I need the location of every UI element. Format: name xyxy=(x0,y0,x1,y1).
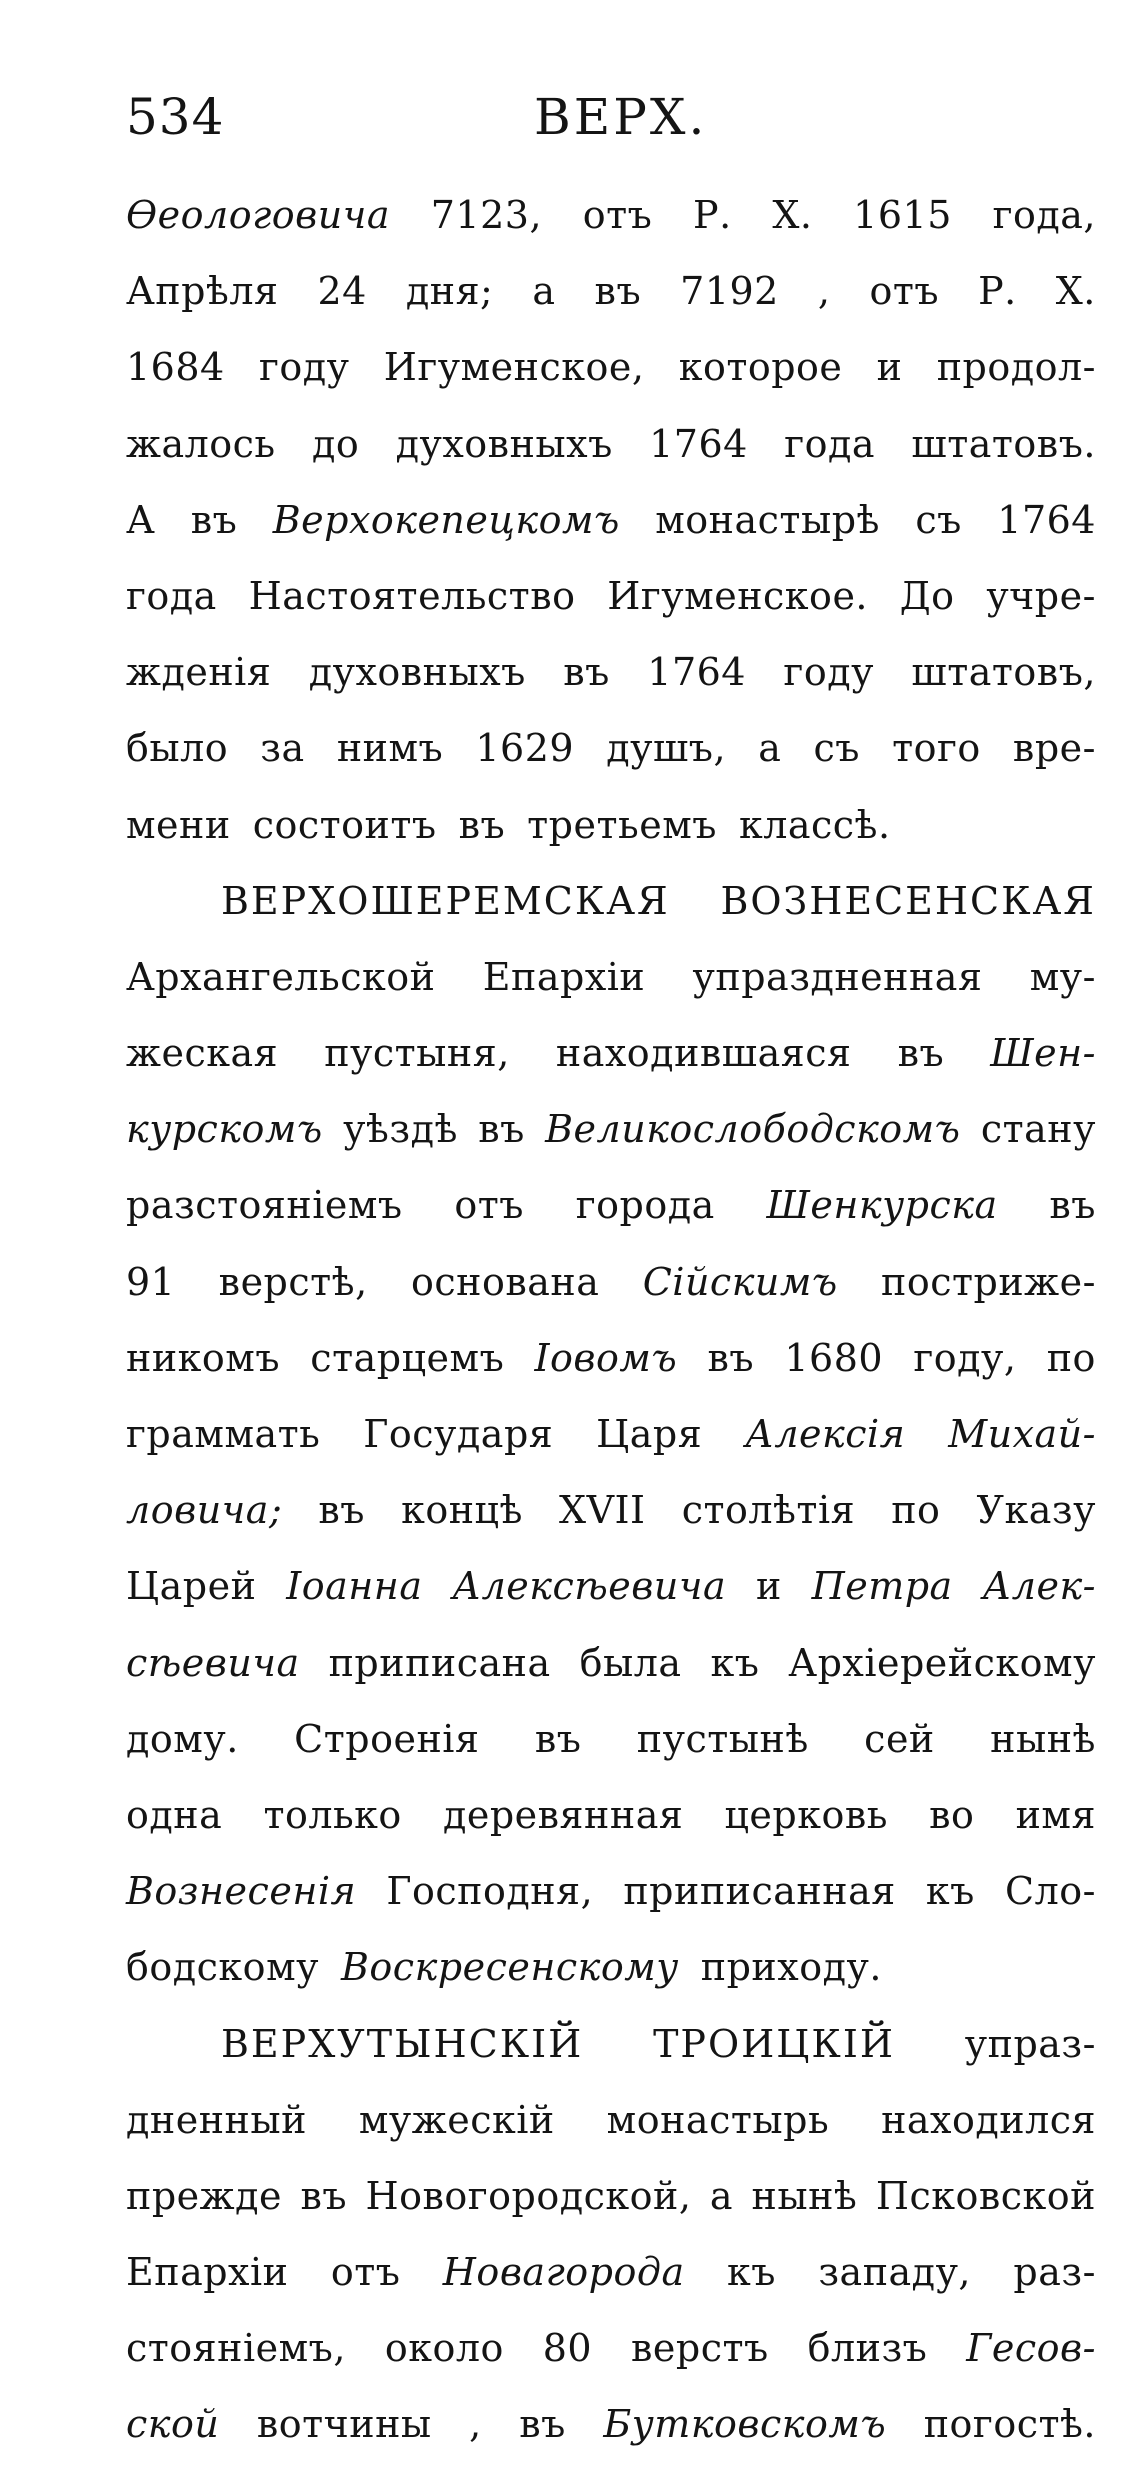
word: по xyxy=(1046,1335,1096,1380)
word: Царя xyxy=(596,1412,703,1456)
word: года xyxy=(784,421,876,466)
word: 1629 xyxy=(475,726,575,771)
word: Верхокепецкомъ xyxy=(272,497,620,542)
word: 1684 xyxy=(126,345,225,390)
word: Х. xyxy=(772,193,813,237)
word: въ xyxy=(563,650,610,695)
text-line xyxy=(126,1336,1096,1412)
text-line xyxy=(126,1793,1096,1869)
word: ской xyxy=(126,2402,220,2447)
text-line xyxy=(126,1945,1096,2021)
word: Великослободскомъ xyxy=(545,1107,961,1152)
text-line xyxy=(126,1717,1096,1793)
word: съ xyxy=(813,726,860,771)
word: никомъ xyxy=(126,1335,281,1380)
word: Игуменское, xyxy=(383,345,645,390)
text-line xyxy=(126,1641,1096,1717)
word: Р. xyxy=(978,269,1017,314)
text-line xyxy=(126,1031,1096,1107)
text-line xyxy=(126,1260,1096,1336)
word: Господня, xyxy=(386,1869,594,1914)
word: курскомъ xyxy=(126,1107,323,1152)
word: была xyxy=(579,1640,682,1685)
word: основана xyxy=(411,1259,600,1304)
text-line xyxy=(126,269,1096,345)
word: отъ xyxy=(330,2250,401,2295)
word: ловича; xyxy=(126,1488,283,1533)
word: Іовомъ xyxy=(534,1335,678,1380)
word: Р. xyxy=(693,193,732,237)
word: Шен- xyxy=(990,1031,1096,1076)
word: съ xyxy=(915,497,962,542)
word: разстояніемъ xyxy=(126,1183,403,1228)
word: 24 xyxy=(317,269,367,314)
word: вре- xyxy=(1012,726,1096,771)
word: стояніемъ, xyxy=(126,2326,346,2371)
word: за xyxy=(260,726,305,771)
word: году xyxy=(783,650,874,695)
word: постриже- xyxy=(881,1259,1096,1304)
word: и xyxy=(755,1564,782,1609)
word: въ xyxy=(190,497,238,542)
word: состоитъ xyxy=(252,802,437,847)
word: Строенія xyxy=(294,1716,480,1761)
running-title: ВЕРХ. xyxy=(534,88,708,146)
word: 7123, xyxy=(430,193,543,237)
word: ВЕРХУТЫНСКІЙ xyxy=(221,2021,584,2066)
word: во xyxy=(929,1792,975,1837)
word: упраз- xyxy=(964,2021,1096,2066)
word: Ѳеологовича xyxy=(126,193,391,237)
word: церковь xyxy=(724,1792,888,1837)
word: продол- xyxy=(936,345,1096,390)
word: 1680 xyxy=(784,1335,884,1380)
word: года xyxy=(126,573,217,618)
text-line xyxy=(126,1183,1096,1259)
word: находившаяся xyxy=(555,1031,852,1076)
word: учре- xyxy=(986,573,1096,618)
word: нимъ xyxy=(336,726,444,771)
word: Алек- xyxy=(982,1564,1096,1609)
word: западу, xyxy=(818,2250,972,2295)
word: Епархіи xyxy=(126,2250,289,2295)
word: году xyxy=(258,345,350,390)
word: дому. xyxy=(126,1716,239,1761)
text-line xyxy=(126,803,1096,879)
text-line xyxy=(126,2250,1096,2326)
word: и xyxy=(876,345,903,390)
word: Указу xyxy=(976,1488,1096,1533)
word: въ xyxy=(519,2402,566,2447)
word: прежде xyxy=(126,2173,282,2218)
word: 7192 xyxy=(680,269,779,314)
word: Епархіи xyxy=(482,954,646,999)
word: третьемъ xyxy=(527,802,717,847)
word: пустынѣ xyxy=(636,1716,809,1761)
word: около xyxy=(384,2326,504,2371)
word: имя xyxy=(1015,1792,1096,1837)
word: Новагорода xyxy=(442,2250,685,2295)
text-line xyxy=(126,193,1096,269)
word: ТРОИЦКІЙ xyxy=(653,2021,895,2066)
text-line xyxy=(126,1564,1096,1640)
text-line xyxy=(126,1107,1096,1183)
word: старцемъ xyxy=(310,1335,505,1380)
word: 91 xyxy=(126,1259,176,1304)
text-line xyxy=(126,345,1096,421)
text-line xyxy=(126,650,1096,726)
word: отъ xyxy=(454,1183,524,1228)
word: отъ xyxy=(869,269,940,314)
word: въ xyxy=(594,269,642,314)
word: ВЕРХОШЕРЕМСКАЯ xyxy=(221,878,670,923)
text-line xyxy=(126,1412,1096,1488)
text-line xyxy=(126,574,1096,650)
word: 1764 xyxy=(997,497,1096,542)
word: жеская xyxy=(126,1031,279,1076)
word: 1615 xyxy=(853,193,952,237)
word: къ xyxy=(925,1869,975,1914)
word: Игуменское. xyxy=(607,573,869,618)
word: а xyxy=(758,726,782,771)
word: находился xyxy=(881,2097,1096,2142)
word: дня; xyxy=(405,269,494,314)
word: Х. xyxy=(1055,269,1096,314)
word: Алексія xyxy=(745,1412,906,1456)
word: а xyxy=(532,269,556,314)
word: концѣ xyxy=(401,1488,523,1533)
text-line xyxy=(126,2326,1096,2402)
word: въ xyxy=(478,1107,525,1152)
word: 80 xyxy=(542,2326,593,2371)
word: было xyxy=(126,726,229,771)
word: того xyxy=(892,726,981,771)
word: Апрѣля xyxy=(126,269,279,314)
text-line xyxy=(126,2174,1096,2250)
word: мени xyxy=(126,802,231,847)
word: дненный xyxy=(126,2097,307,2142)
word: 1764 xyxy=(647,650,746,695)
word: стану xyxy=(980,1107,1096,1152)
word: въ xyxy=(300,2173,348,2218)
word: сей xyxy=(864,1716,935,1761)
word: верстѣ, xyxy=(218,1259,368,1304)
word: приписана xyxy=(328,1640,551,1685)
word: монастырѣ xyxy=(655,497,880,542)
text-line xyxy=(126,726,1096,802)
word: ВОЗНЕСЕНСКАЯ xyxy=(720,878,1096,923)
word: А xyxy=(126,497,156,542)
word: Бутковскомъ xyxy=(603,2402,887,2447)
word: упраздненная xyxy=(692,954,983,999)
word: уѣздѣ xyxy=(343,1107,458,1152)
word: Настоятельство xyxy=(248,573,576,618)
word: въ xyxy=(458,802,506,847)
word: нынѣ xyxy=(751,2173,858,2218)
word: вотчины xyxy=(256,2402,432,2447)
word: только xyxy=(263,1792,402,1837)
word: раз- xyxy=(1013,2250,1096,2295)
word: одна xyxy=(126,1792,223,1837)
word: въ xyxy=(897,1031,945,1076)
word: Шенкурска xyxy=(766,1183,998,1228)
word: мужескій xyxy=(358,2097,555,2142)
word: приписанная xyxy=(623,1869,896,1914)
word: въ xyxy=(534,1716,582,1761)
word: которое xyxy=(678,345,843,390)
word: Воскресенскому xyxy=(340,1945,679,1990)
word: до xyxy=(311,421,360,466)
page-number: 534 xyxy=(126,88,225,146)
word: а xyxy=(709,2173,734,2218)
word: отъ xyxy=(582,193,653,237)
text-line xyxy=(126,2098,1096,2174)
word: Государя xyxy=(363,1412,554,1456)
word: Сійскимъ xyxy=(642,1259,838,1304)
word: 1764 xyxy=(649,421,748,466)
word: въ xyxy=(707,1335,755,1380)
word: сѣевича xyxy=(126,1640,300,1685)
word: приходу. xyxy=(700,1945,882,1990)
word: духовныхъ xyxy=(395,421,613,466)
word: верстъ xyxy=(631,2326,769,2371)
word: бодскому xyxy=(126,1945,319,1990)
word: близъ xyxy=(807,2326,928,2371)
word: классѣ. xyxy=(738,802,891,847)
word: душъ, xyxy=(606,726,727,771)
word: деревянная xyxy=(442,1792,684,1837)
word: столѣтія xyxy=(681,1488,856,1533)
word: жденія xyxy=(126,650,272,695)
word: погостѣ. xyxy=(923,2402,1096,2447)
word: духовныхъ xyxy=(308,650,526,695)
word: Іоанна xyxy=(286,1564,423,1609)
word: Гесов- xyxy=(966,2326,1096,2371)
word: къ xyxy=(727,2250,776,2295)
word: въ xyxy=(318,1488,365,1533)
word: штатовъ. xyxy=(911,421,1096,466)
word: штатовъ, xyxy=(911,650,1096,695)
word: въ xyxy=(1049,1183,1096,1228)
word: XVII xyxy=(559,1488,646,1533)
word: Архіерейскому xyxy=(788,1640,1096,1685)
word: граммать xyxy=(126,1412,321,1456)
text-line xyxy=(126,422,1096,498)
text-line xyxy=(126,879,1096,955)
word: Алексѣевича xyxy=(452,1564,727,1609)
word: жалось xyxy=(126,421,276,466)
word: До xyxy=(899,573,955,618)
word: Сло- xyxy=(1005,1869,1096,1914)
word: монастырь xyxy=(606,2097,830,2142)
word: , xyxy=(469,2402,482,2447)
body-text xyxy=(126,193,1096,2479)
word: Архангельской xyxy=(126,954,436,999)
word: Вознесенія xyxy=(126,1869,357,1914)
word: нынѣ xyxy=(990,1716,1096,1761)
word: къ xyxy=(710,1640,760,1685)
text-line xyxy=(126,498,1096,574)
word: Новогородской, xyxy=(365,2173,692,2218)
word: Михай- xyxy=(948,1412,1096,1456)
word: года, xyxy=(992,193,1096,237)
word: Псковской xyxy=(875,2173,1096,2218)
word: году, xyxy=(913,1335,1017,1380)
running-head xyxy=(126,88,1006,158)
text-line xyxy=(126,1869,1096,1945)
word: пустыня, xyxy=(324,1031,510,1076)
text-line xyxy=(126,1488,1096,1564)
word: Царей xyxy=(126,1564,257,1609)
word: му- xyxy=(1029,954,1096,999)
text-line xyxy=(126,955,1096,1031)
text-line xyxy=(126,2402,1096,2478)
word: по xyxy=(891,1488,941,1533)
word: Петра xyxy=(811,1564,953,1609)
text-line xyxy=(126,2022,1096,2098)
word: города xyxy=(575,1183,715,1228)
word: , xyxy=(817,269,831,314)
